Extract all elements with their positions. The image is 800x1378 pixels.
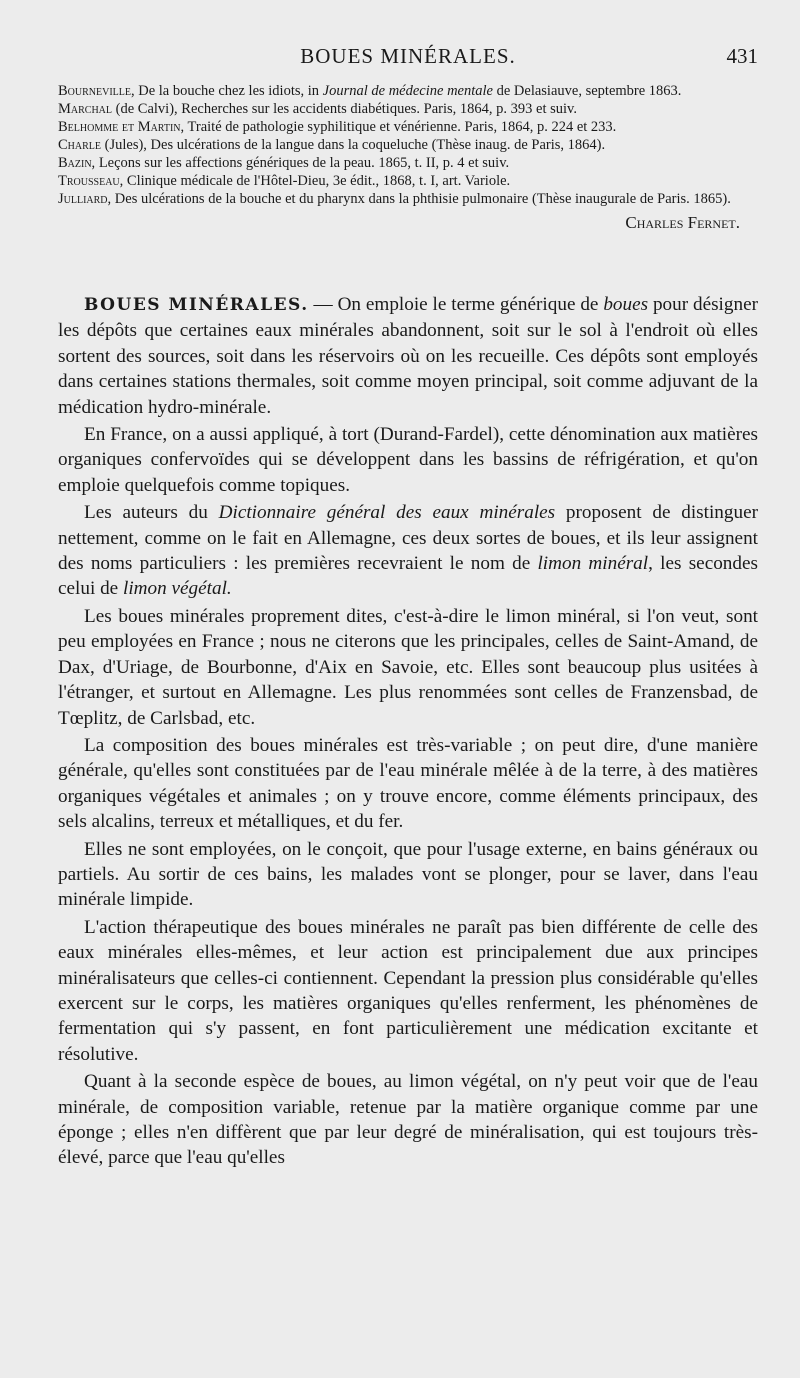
reference-author: Charle <box>58 137 102 153</box>
emphasis-term: limon végétal. <box>123 578 232 600</box>
reference-entry <box>58 118 758 136</box>
author-signature: Charles Fernet. <box>625 213 740 232</box>
entry-headword: BOUES MINÉRALES. <box>84 295 309 315</box>
paragraph-text: , les secondes celui de <box>58 553 758 600</box>
emphasis-term: boues <box>603 294 649 315</box>
paragraph: En France, on a aussi appliqué, à tort (Durand-Fardel), cette dénomination aux matières organiques confervoïdes qui se développent dans les bassins de réfrigération, et qu'on emploie quelquefois comme topiques. <box>58 424 758 496</box>
article-body <box>58 292 758 1171</box>
paragraph <box>58 292 758 420</box>
reference-text: de Delasiauve, septembre 1863. <box>492 83 682 99</box>
emphasis-title: Dictionnaire général des eaux minérales <box>218 502 556 524</box>
reference-entry <box>58 190 758 208</box>
paragraph-text: — On emploie le terme générique de <box>308 294 604 315</box>
reference-text: Leçons sur les affections génériques de la peau. 1865, t. II, p. 4 et suiv. <box>95 155 510 171</box>
reference-author: Bourneville, <box>58 83 135 99</box>
page-header <box>58 44 758 74</box>
reference-text: (de Calvi), Recherches sur les accidents diabétiques. Paris, 1864, p. 393 et suiv. <box>112 101 577 117</box>
paragraph <box>58 500 758 602</box>
reference-author: Marchal <box>58 101 113 117</box>
reference-journal: Journal de médecine mentale <box>322 83 493 99</box>
reference-entry <box>58 154 758 172</box>
reference-author: Bazin, <box>58 155 96 171</box>
reference-author: Julliard, <box>58 191 112 207</box>
reference-entry <box>58 82 758 100</box>
bibliography <box>58 82 758 232</box>
paragraph-text: Les auteurs du <box>84 502 219 524</box>
running-title: BOUES MINÉRALES. <box>300 44 516 68</box>
paragraph-text: proposent de distinguer nettement, comme on le fait en Allemagne, ces deux sortes de boues, et ils leur assignent des noms particuliers : les premières recevraient le nom de <box>58 502 758 575</box>
reference-text: Clinique médicale de l'Hôtel-Dieu, 3e édit., 1868, t. I, art. Variole. <box>123 173 511 189</box>
reference-entry <box>58 136 758 154</box>
reference-entry <box>58 172 758 190</box>
reference-entry <box>58 100 758 118</box>
paragraph: L'action thérapeutique des boues minérales ne paraît pas bien différente de celle des eaux minérales elles-mêmes, et leur action est principalement due aux principes minéralisateurs que celles-ci contiennent. Cependant la pression plus considérable qu'elles exercent sur le corps, les matières organiques qu'elles renferment, les phénomènes de fermentation qui s'y passent, en font particulièrement une médication excitante et résolutive. <box>58 916 758 1065</box>
paragraph: Les boues minérales proprement dites, c'est-à-dire le limon minéral, si l'on veut, sont peu employées en France ; nous ne citerons que les principales, celles de Saint-Amand, de Dax, d'Uriage, de Bourbonne, d'Aix en Savoie, etc. Elles sont beaucoup plus usitées à l'étranger, et surtout en Allemagne. Les plus renommées sont celles de Franzensbad, de Tœplitz, de Carlsbad, etc. <box>58 605 758 729</box>
paragraph: La composition des boues minérales est très-variable ; on peut dire, d'une manière générale, qu'elles sont constituées par de l'eau minérale mêlée à de la terre, à des matières organiques végétales et animales ; on y trouve encore, comme éléments principaux, des sels alcalins, terreux et métalliques, et du fer. <box>58 734 758 833</box>
emphasis-term: limon minéral <box>537 553 649 575</box>
paragraph: Elles ne sont employées, on le conçoit, que pour l'usage externe, en bains généraux ou partiels. Au sortir de ces bains, les malades vont se plonger, pour se laver, dans l'eau minérale limpide. <box>58 838 758 911</box>
page-number: 431 <box>726 44 758 68</box>
reference-text: Des ulcérations de la bouche et du pharynx dans la phthisie pulmonaire (Thèse inaugurale de Paris. 1865). <box>111 191 731 207</box>
reference-author: Belhomme et Martin, <box>58 119 185 135</box>
reference-text: (Jules), Des ulcérations de la langue dans la coqueluche (Thèse inaug. de Paris, 1864). <box>101 137 606 153</box>
paragraph-text: pour désigner les dépôts que certaines eaux minérales abandonnent, soit sur le sol à l'endroit où elles sortent des sources, soit dans les réservoirs où on les recueille. Ces dépôts sont employés dans certaines stations thermales, soit comme moyen principal, soit comme adjuvant de la médication hydro-minérale. <box>58 294 758 418</box>
reference-author: Trousseau, <box>58 173 124 189</box>
paragraph: Quant à la seconde espèce de boues, au limon végétal, on n'y peut voir que de l'eau minérale, de composition variable, retenue par la matière organique comme par une éponge ; elles n'en diffèrent que par leur degré de minéralisation, qui est toujours très-élevé, parce que l'eau qu'elles <box>58 1071 758 1169</box>
reference-text: De la bouche chez les idiots, in <box>134 83 323 99</box>
reference-text: Traité de pathologie syphilitique et vénérienne. Paris, 1864, p. 224 et 233. <box>184 119 617 135</box>
